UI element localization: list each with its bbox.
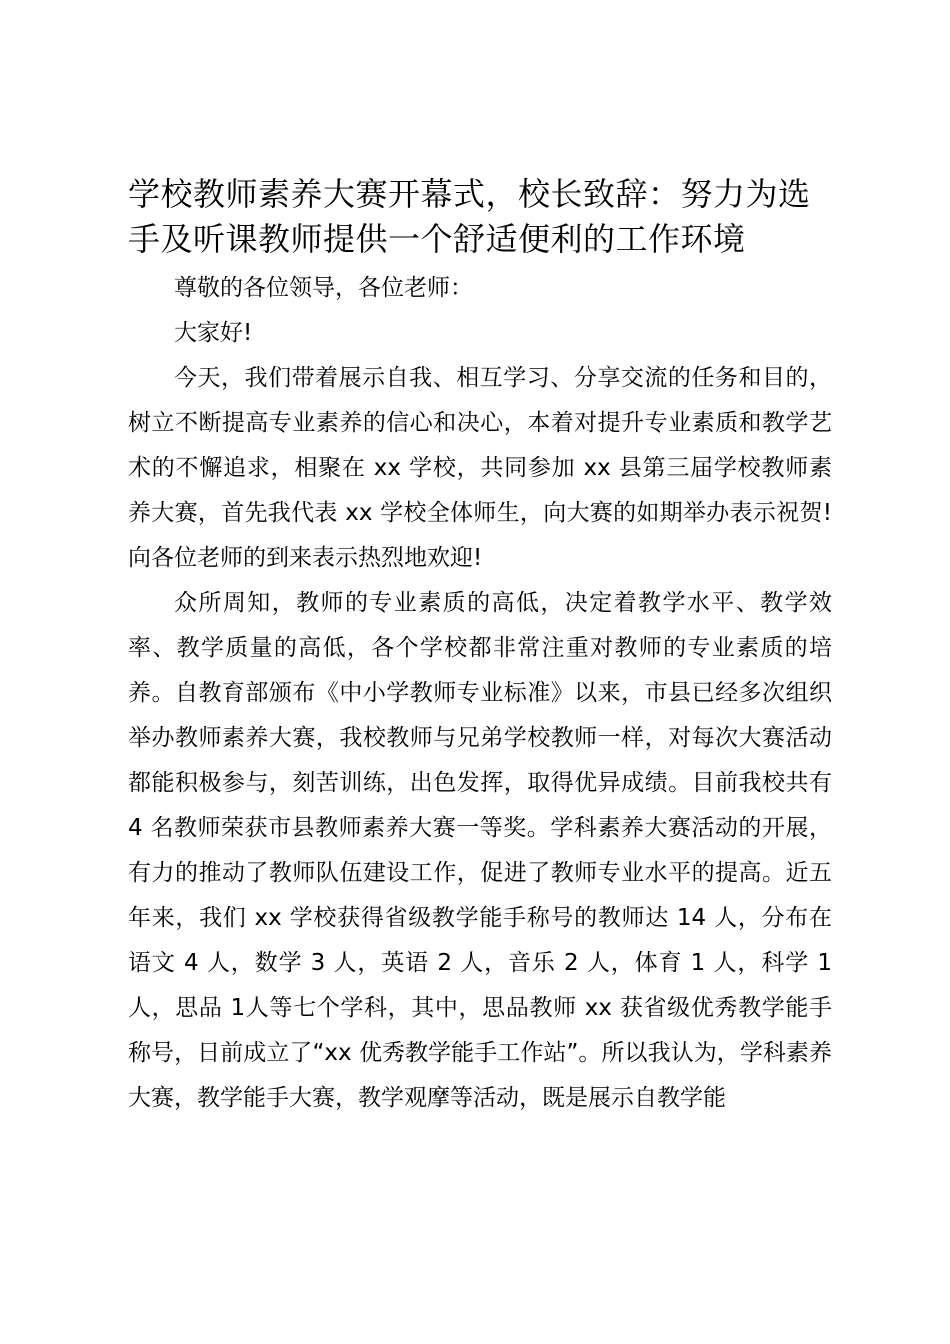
body-paragraph-1: 今天，我们带着展示自我、相互学习、分享交流的任务和目的，树立不断提高专业素养的信心和决心，本着对提升专业素质和教学艺术的不懈追求，相聚在 xx 学校，共同参加 xx 县第三届学校教师素养大赛，首先我代表 xx 学校全体师生，向大赛的如期举办表示祝贺!向各位老师的到来表示热烈地欢迎! [128, 365, 832, 571]
body-paragraph-2: 众所周知，教师的专业素质的高低，决定着教学水平、教学效率、教学质量的高低，各个学校都非常注重对教师的专业素质的培养。自教育部颁布《中小学教师专业标准》以来，市县已经多次组织举办教师素养大赛，我校教师与兄弟学校教师一样，对每次大赛活动都能积极参与，刻苦训练，出色发挥，取得优异成绩。目前我校共有 4 名教师荣获市县教师素养大赛一等奖。学科素养大赛活动的开展，有力的推动了教师队伍建设工作，促进了教师专业水平的提高。近五年来，我们 xx 学校获得省级教学能手称号的教师达 14 人，分布在语文 4 人，数学 3 人，英语 2 人，音乐 2 人，体育 1 人，科学 1 人，思品 1人等七个学科，其中，思品教师 xx 获省级优秀教学能手称号，日前成立了“xx 优秀教学能手工作站”。所以我认为，学科素养大赛，教学能手大赛，教学观摩等活动，既是展示自教学能 [128, 590, 832, 1111]
document-title: 学校教师素养大赛开幕式，校长致辞：努力为选手及听课教师提供一个舒适便利的工作环境 [128, 175, 811, 258]
salutation: 尊敬的各位领导，各位老师： [174, 275, 473, 301]
greeting: 大家好! [174, 320, 253, 346]
document-page [128, 172, 832, 1121]
